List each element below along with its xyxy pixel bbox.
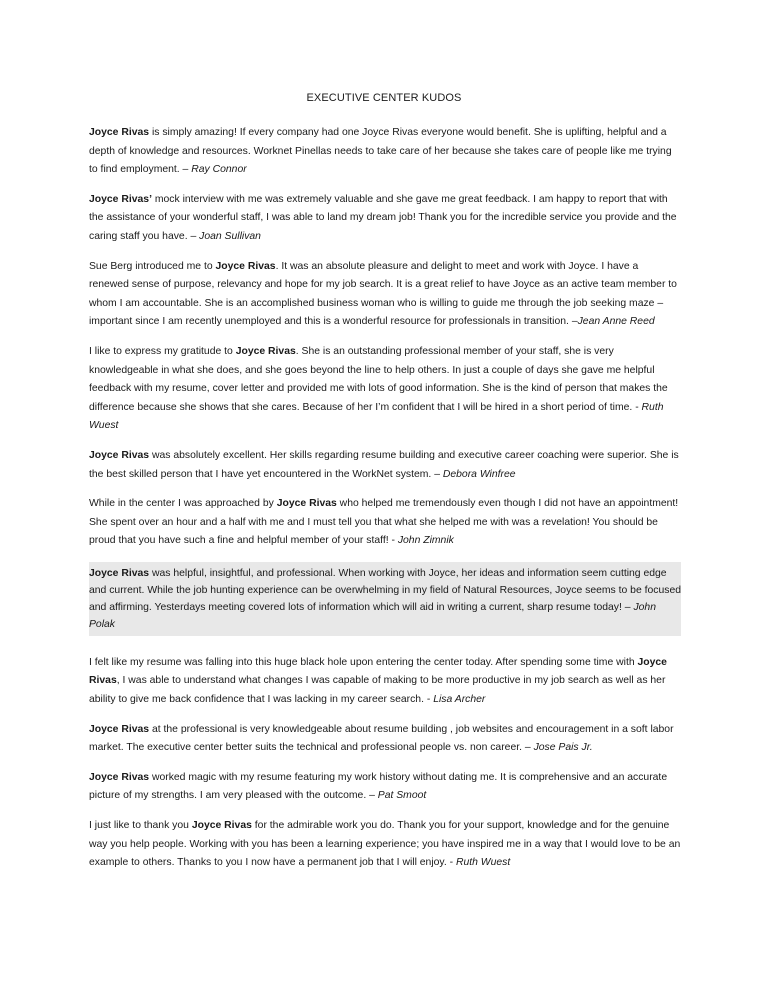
staff-name: Joyce Rivas bbox=[89, 567, 150, 579]
testimonial-text: is simply amazing! If every company had one Joyce Rivas everyone would benefit. She is uplifting, helpful and a depth of knowledge and resources. Worknet Pinellas needs to take care of her because she takes care of people like me trying to find employment. – bbox=[89, 127, 672, 176]
testimonial-paragraph bbox=[89, 343, 681, 436]
testimonial-text: was absolutely excellent. Her skills regarding resume building and executive career coaching were superior. She is the best skilled person that I have yet encountered in the WorkNet system. – bbox=[89, 449, 679, 480]
testimonial-paragraph bbox=[89, 654, 681, 710]
testimonial-paragraph bbox=[89, 817, 681, 873]
testimonial-text: I like to express my gratitude to bbox=[89, 345, 236, 357]
staff-name: Joyce Rivas bbox=[89, 449, 150, 461]
staff-name: Joyce Rivas bbox=[89, 723, 150, 735]
testimonial-paragraph bbox=[89, 447, 681, 484]
testimonial-author: Ruth Wuest bbox=[89, 401, 664, 432]
staff-name: Joyce Rivas bbox=[215, 260, 276, 272]
staff-name: Joyce Rivas’ bbox=[89, 193, 152, 205]
testimonial-paragraph bbox=[89, 721, 681, 758]
testimonial-text: at the professional is very knowledgeable about resume building , job websites and encouragement in a soft labor market. The executive center better suits the technical and professional people vs. non career. – bbox=[89, 723, 674, 754]
testimonial-text: worked magic with my resume featuring my work history without dating me. It is comprehensive and an accurate picture of my strengths. I am very pleased with the outcome. – bbox=[89, 771, 668, 802]
staff-name: Joyce Rivas bbox=[89, 656, 667, 687]
testimonial-text: was helpful, insightful, and professional. When working with Joyce, her ideas and information seem cutting edge and current. While the job hunting experience can be overwhelming in my field of Natural Resources, Joyce seems to be focused and affirming. Yesterdays meeting covered lots of information which will aid in writing a current, sharp resume today! – bbox=[89, 567, 682, 613]
testimonial-author: John Zimnik bbox=[397, 535, 454, 547]
testimonial-author: Ray Connor bbox=[191, 164, 247, 176]
testimonial-text: for the admirable work you do. Thank you for your support, knowledge and for the genuine way you help people. Working with you has been a learning experience; you have inspired me in a way that I would love to be an example to others. Thanks to you I now have a permanent job that I will enjoy. - bbox=[89, 820, 681, 869]
staff-name: Joyce Rivas bbox=[276, 498, 337, 510]
testimonial-text: , I was able to understand what changes I was capable of making to be more productive in my job search as well as her ability to give me back confidence that I was lacking in my career search. - bbox=[89, 675, 666, 706]
document-body bbox=[89, 124, 681, 884]
testimonial-text: mock interview with me was extremely valuable and she gave me great feedback. I am happy to report that with the assistance of your wonderful staff, I was able to land my dream job! Thank you for the incredible service you provide and the caring staff you have. – bbox=[89, 193, 677, 242]
staff-name: Joyce Rivas bbox=[89, 771, 150, 783]
testimonial-paragraph bbox=[89, 769, 681, 806]
testimonial-text: While in the center I was approached by bbox=[89, 498, 277, 510]
testimonial-text: Sue Berg introduced me to bbox=[89, 260, 216, 272]
document-title: EXECUTIVE CENTER KUDOS bbox=[306, 92, 462, 104]
testimonial-author: Jean Anne Reed bbox=[577, 316, 655, 328]
testimonial-author: Pat Smoot bbox=[377, 790, 427, 802]
highlighted-testimonial-paragraph bbox=[89, 562, 681, 636]
testimonial-author: Ruth Wuest bbox=[455, 857, 511, 869]
testimonial-paragraph bbox=[89, 124, 681, 180]
testimonial-author: Debora Winfree bbox=[442, 468, 516, 480]
staff-name: Joyce Rivas bbox=[235, 345, 296, 357]
testimonial-paragraph bbox=[89, 191, 681, 247]
testimonial-text: . It was an absolute pleasure and delight to meet and work with Joyce. I have a renewed sense of purpose, relevancy and hope for my job search. It is a great relief to have Joyce as an active team member to whom I am accountable. She is an accomplished business woman who is willing to guide me through the job seeking maze – important since I am recently unemployed and this is a wonderful resource for professionals in transition. – bbox=[89, 260, 677, 328]
staff-name: Joyce Rivas bbox=[191, 820, 252, 832]
testimonial-paragraph bbox=[89, 495, 681, 551]
testimonial-text: . She is an outstanding professional member of your staff, she is very knowledgeable in what she does, and she goes beyond the line to help others. In just a couple of days she gave me helpful feedback with my resume, cover letter and provided me with lots of good information. She is the kind of person that makes the difference because she shows that she cares. Because of her I’m confident that I will be hired in a short period of time. - bbox=[89, 345, 668, 413]
testimonial-text: who helped me tremendously even though I did not have an appointment! She spent over an hour and a half with me and I must tell you that what she helped me with was a revelation! You should be proud that you have such a fine and helpful member of your staff! - bbox=[89, 498, 679, 547]
testimonial-text: I just like to thank you bbox=[89, 820, 192, 832]
testimonial-paragraph bbox=[89, 258, 681, 332]
testimonial-author: Joan Sullivan bbox=[199, 230, 261, 242]
testimonial-author: Jose Pais Jr. bbox=[533, 742, 593, 754]
testimonial-author: John Polak bbox=[89, 601, 656, 630]
testimonial-author: Lisa Archer bbox=[433, 694, 486, 706]
staff-name: Joyce Rivas bbox=[89, 127, 150, 138]
testimonial-text: I felt like my resume was falling into this huge black hole upon entering the center today. After spending some time with bbox=[89, 656, 638, 668]
